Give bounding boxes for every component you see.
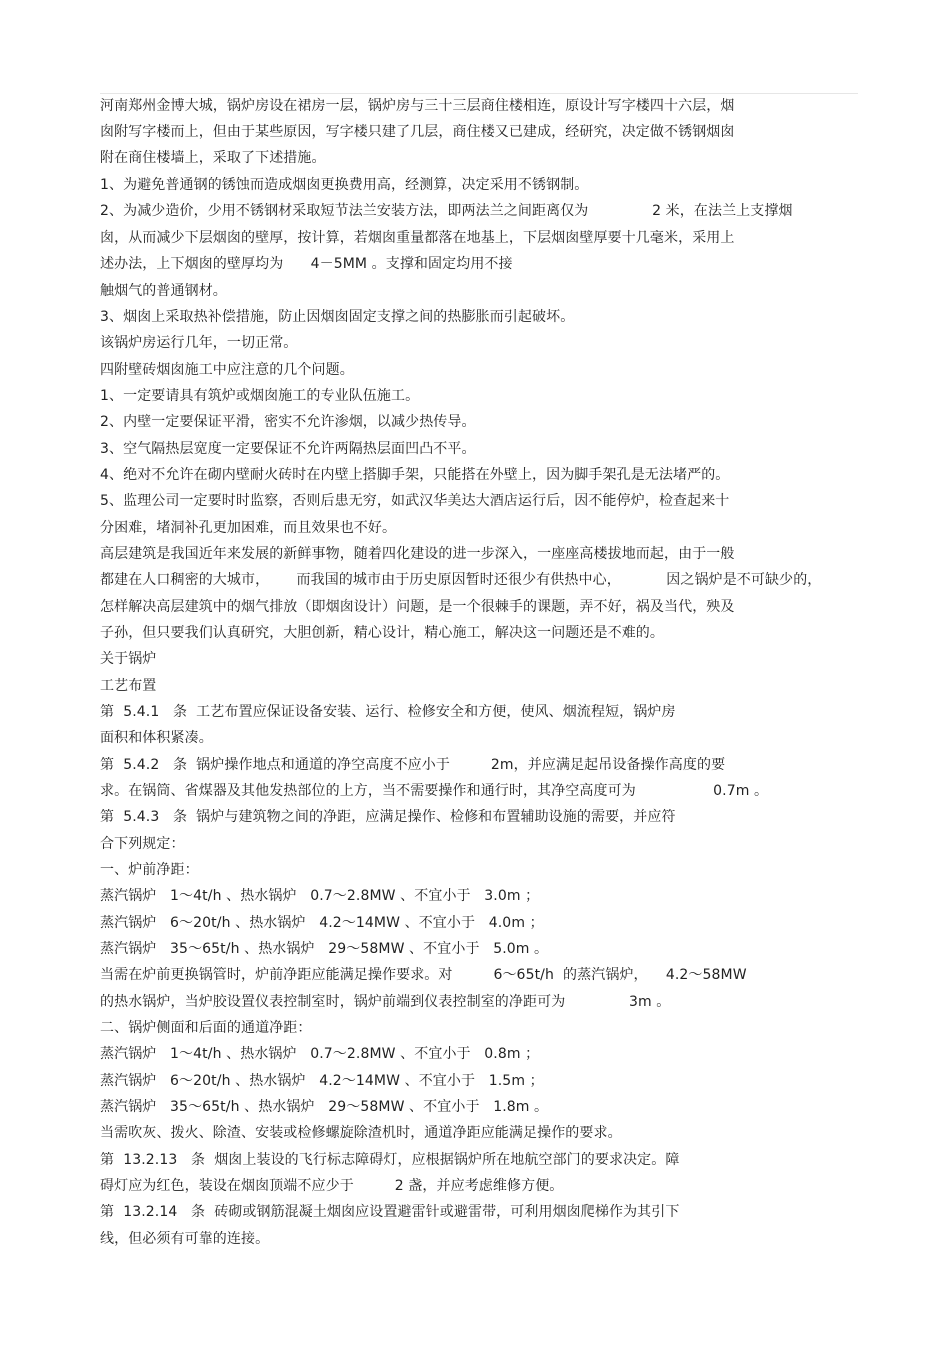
text-line: 第 5.4.2 条 锅炉操作地点和通道的净空高度不应小于 2m，并应满足起吊设备操作高度的要 [100, 757, 726, 773]
text-line: 囱附写字楼而上，但由于某些原因，写字楼只建了几层，商住楼又已建成，经研究，决定做不锈钢烟囱 [100, 124, 735, 140]
text-line: 第 5.4.3 条 锅炉与建筑物之间的净距，应满足操作、检修和布置辅助设施的需要，并应符 [100, 809, 676, 825]
text-line: 子孙，但只要我们认真研究，大胆创新，精心设计，精心施工，解决这一问题还是不难的。 [100, 625, 664, 641]
text-line: 蒸汽锅炉 35～65t/h 、热水锅炉 29～58MW 、不宜小于 1.8m 。 [100, 1099, 549, 1115]
text-line: 高层建筑是我国近年来发展的新鲜事物，随着四化建设的进一步深入，一座座高楼拔地而起，由于一般 [100, 546, 735, 562]
text-line: 触烟气的普通钢材。 [100, 283, 227, 299]
text-line: 蒸汽锅炉 6～20t/h 、热水锅炉 4.2～14MW 、不宜小于 4.0m ； [100, 915, 544, 931]
text-line: 第 5.4.1 条 工艺布置应保证设备安装、运行、检修安全和方便，使风、烟流程短，锅炉房 [100, 704, 676, 720]
text-line: 3、空气隔热层宽度一定要保证不允许两隔热层面凹凸不平。 [100, 441, 476, 457]
text-line: 合下列规定： [100, 836, 185, 852]
text-line: 第 13.2.13 条 烟囱上装设的飞行标志障碍灯，应根据锅炉所在地航空部门的要求决定。障 [100, 1152, 680, 1168]
text-line: 述办法，上下烟囱的壁厚均为 4－5MM 。支撑和固定均用不接 [100, 256, 513, 272]
text-line: 分困难，堵洞补孔更加困难，而且效果也不好。 [100, 520, 397, 536]
text-line: 5、监理公司一定要时时监察，否则后患无穷，如武汉华美达大酒店运行后，因不能停炉，检查起来十 [100, 493, 730, 509]
text-line: 河南郑州金博大城，锅炉房设在裙房一层，锅炉房与三十三层商住楼相连，原设计写字楼四十六层，烟 [100, 98, 735, 114]
text-line: 第 13.2.14 条 砖砌或钢筋混凝土烟囱应设置避雷针或避雷带，可利用烟囱爬梯作为其引下 [100, 1204, 680, 1220]
text-line: 1、为避免普通钢的锈蚀而造成烟囱更换费用高，经测算，决定采用不锈钢制。 [100, 177, 589, 193]
text-line: 碍灯应为红色，装设在烟囱顶端不应少于 2 盏，并应考虑维修方便。 [100, 1178, 564, 1194]
text-line: 线，但必须有可靠的连接。 [100, 1231, 270, 1247]
text-line: 4、绝对不允许在砌内壁耐火砖时在内壁上搭脚手架，只能搭在外壁上，因为脚手架孔是无法堵严的。 [100, 467, 730, 483]
text-line: 当需吹灰、拨火、除渣、安装或检修螺旋除渣机时，通道净距应能满足操作的要求。 [100, 1125, 622, 1141]
text-line: 一、炉前净距： [100, 862, 199, 878]
text-line: 2、内壁一定要保证平滑，密实不允许渗烟，以减少热传导。 [100, 414, 476, 430]
text-line: 该锅炉房运行几年，一切正常。 [100, 335, 298, 351]
text-line: 蒸汽锅炉 6～20t/h 、热水锅炉 4.2～14MW 、不宜小于 1.5m ； [100, 1073, 544, 1089]
text-line: 附在商住楼墙上，采取了下述措施。 [100, 150, 326, 166]
text-line: 蒸汽锅炉 1～4t/h 、热水锅炉 0.7～2.8MW 、不宜小于 0.8m ； [100, 1046, 540, 1062]
text-line: 3、烟囱上采取热补偿措施，防止因烟囱固定支撑之间的热膨胀而引起破坏。 [100, 309, 575, 325]
text-line: 的热水锅炉，当炉胶设置仪表控制室时，锅炉前端到仪表控制室的净距可为 3m 。 [100, 994, 671, 1010]
text-line: 工艺布置 [100, 678, 157, 694]
text-line: 蒸汽锅炉 1～4t/h 、热水锅炉 0.7～2.8MW 、不宜小于 3.0m ； [100, 888, 540, 904]
text-line: 二、锅炉侧面和后面的通道净距： [100, 1020, 312, 1036]
text-line: 求。在锅筒、省煤器及其他发热部位的上方，当不需要操作和通行时，其净空高度可为 0.7m 。 [100, 783, 769, 799]
text-line: 关于锅炉 [100, 651, 157, 667]
text-line: 四附壁砖烟囱施工中应注意的几个问题。 [100, 362, 354, 378]
text-line: 都建在人口稠密的大城市， 而我国的城市由于历史原因暂时还很少有供热中心， 因之锅炉是不可缺少的， [100, 572, 822, 588]
text-line: 蒸汽锅炉 35～65t/h 、热水锅炉 29～58MW 、不宜小于 5.0m 。 [100, 941, 549, 957]
text-line: 怎样解决高层建筑中的烟气排放（即烟囱设计）问题，是一个很棘手的课题，弄不好，祸及当代，殃及 [100, 599, 735, 615]
text-line: 2、为减少造价，少用不锈钢材采取短节法兰安装方法，即两法兰之间距离仅为 2 米，在法兰上支撑烟 [100, 203, 793, 219]
text-line: 1、一定要请具有筑炉或烟囱施工的专业队伍施工。 [100, 388, 420, 404]
text-line: 面积和体积紧凑。 [100, 730, 213, 746]
header-rule [100, 93, 858, 94]
text-line: 当需在炉前更换锅管时，炉前净距应能满足操作要求。对 6～65t/h 的蒸汽锅炉， 4.2～58MW [100, 967, 747, 983]
text-line: 囱，从而减少下层烟囱的壁厚，按计算，若烟囱重量都落在地基上，下层烟囱壁厚要十几毫米，采用上 [100, 230, 735, 246]
